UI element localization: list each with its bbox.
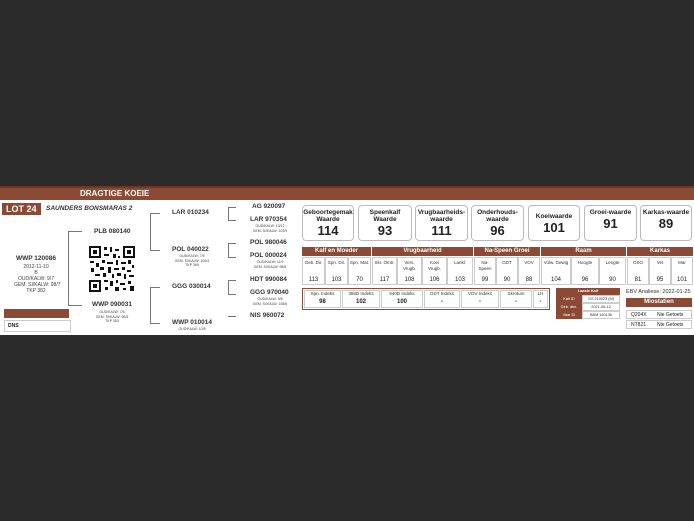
value-card-value: 93	[377, 223, 393, 238]
trait-value: 81	[634, 277, 642, 283]
pedigree-line	[228, 243, 236, 244]
value-card-geboortegemak	[302, 205, 354, 241]
great-grandparent-line: GEM. SI/KALW: 108/6	[252, 301, 288, 306]
table-row	[556, 311, 620, 319]
great-grandparent-line: GEM. SI/KALW: 103/9	[252, 228, 288, 233]
pedigree-line	[228, 207, 229, 220]
group-header-karkas: Karkas	[627, 247, 693, 256]
great-grandparent-info	[250, 297, 290, 306]
pedigree-line	[228, 207, 236, 208]
trait-label: Hoogte	[577, 260, 593, 265]
trait-value: 103	[454, 277, 465, 283]
great-grandparent-id: NIS 960072	[250, 312, 285, 319]
trait-value: 96	[581, 277, 589, 283]
great-grandparent-line: OUD/KALW: 11/9	[256, 260, 284, 264]
pedigree-line	[150, 213, 160, 214]
trait-cell	[474, 257, 496, 285]
value-card-label: Vrugbaarheids-waarde	[417, 209, 466, 223]
trait-cell	[571, 257, 599, 285]
index-cell	[461, 290, 499, 308]
tab-vaar[interactable]: Vaar	[34, 318, 46, 324]
pedigree-line	[68, 305, 82, 306]
value-card-label: Karkas-waarde	[642, 209, 690, 216]
index-label: Spn. Indeks	[310, 291, 335, 296]
tab-oorskap[interactable]: Oorskap	[7, 318, 28, 324]
pedigree-line	[228, 294, 236, 295]
grandparent-id: GGG 030014	[172, 283, 211, 290]
trait-cell	[447, 257, 473, 285]
value-card-value: 114	[317, 223, 339, 238]
trait-cell	[302, 257, 325, 285]
pedigree-line	[68, 231, 82, 232]
index-label: Skrotum	[507, 291, 525, 296]
value-card-label: Speenkalf Waarde	[369, 209, 401, 223]
trait-label: Volw. Gewig	[543, 260, 569, 265]
group-header-na-speen-groei: Na-Speen Groei	[474, 247, 540, 256]
table-row	[626, 320, 692, 329]
trait-cell	[422, 257, 447, 285]
trait-label: Spn. Dir.	[327, 260, 346, 265]
great-grandparent-id: LAR 970354	[250, 216, 287, 223]
trait-label: GDT	[502, 260, 512, 265]
index-value: 100	[396, 299, 407, 305]
trait-value: 103	[331, 277, 342, 283]
last-calf-title: Laaste Kalf	[556, 288, 620, 295]
trait-value: 99	[481, 277, 489, 283]
trait-cell	[627, 257, 649, 285]
value-card-value: 111	[431, 223, 452, 238]
row-value: BBM 160136	[582, 311, 620, 319]
pedigree-line	[150, 287, 160, 288]
trait-cell	[397, 257, 422, 285]
qr-code-icon	[88, 245, 136, 293]
value-card-value: 89	[658, 216, 674, 231]
table-row	[556, 295, 620, 303]
great-grandparent-id: AG 920097	[252, 203, 286, 210]
pedigree-line	[228, 280, 236, 281]
trait-label: Lankl.	[453, 260, 466, 265]
dam-id: WWP 090031	[92, 301, 132, 308]
section-title: DRAGTIGE KOEIE	[80, 189, 150, 198]
value-card-label: Groei-waarde	[589, 209, 632, 216]
grandparent-line: OUD/KALW: 7/5	[179, 254, 205, 258]
cow-name: SAUNDERS BONSMARAS 2	[46, 205, 133, 212]
trait-label: Vet	[656, 260, 664, 265]
pedigree-line	[228, 280, 229, 294]
parent-tabs	[4, 309, 69, 324]
tab-moer[interactable]: Moer	[52, 318, 65, 324]
great-grandparent-id: HDT 990084	[250, 276, 287, 283]
index-cell	[533, 290, 548, 308]
trait-value: 95	[656, 277, 664, 283]
value-card-value: 96	[490, 223, 505, 238]
pedigree-line	[228, 220, 236, 221]
trait-cell	[518, 257, 540, 285]
value-card-label: Onderhouds-waarde	[477, 209, 518, 223]
lot-badge: LOT 24	[2, 203, 41, 215]
trait-cell	[348, 257, 371, 285]
value-card-groei	[584, 205, 637, 241]
table-row	[556, 303, 620, 311]
value-card-label: Geboortegemak Waarde	[303, 209, 353, 223]
animal-line3: TKP 382	[26, 288, 46, 294]
trait-cell	[325, 257, 348, 285]
grandparent-id: WWP 010014	[172, 319, 212, 326]
pedigree-line	[228, 257, 236, 258]
value-card-value: 91	[603, 216, 618, 231]
trait-label: Mar	[678, 260, 686, 265]
section-header-bar	[0, 186, 694, 200]
trait-value: 90	[609, 277, 616, 283]
trait-label: Na-Speen	[478, 260, 492, 271]
great-grandparent-id: POL 980046	[250, 239, 287, 246]
table-row	[626, 310, 692, 319]
trait-cell	[599, 257, 626, 285]
great-grandparent-line: OUD/KALW: 9/6	[257, 297, 283, 301]
grandparent-id: LAR 010234	[172, 209, 209, 216]
pedigree-line	[68, 231, 69, 306]
trait-label: VOV	[524, 260, 534, 265]
last-calf-table	[556, 288, 620, 319]
pedigree-line	[150, 250, 160, 251]
index-value: -	[515, 299, 517, 305]
index-value: 102	[355, 299, 366, 305]
great-grandparent-line: GEM. SI/KALW: 98/8	[253, 264, 287, 269]
index-label: 365D Indeks	[348, 291, 374, 296]
pedigree-line	[150, 213, 151, 251]
index-label: LH	[537, 291, 544, 296]
trait-cell	[649, 257, 671, 285]
animal-code: B	[34, 270, 38, 276]
trait-label: Lengte	[605, 260, 620, 265]
value-card-karkas	[640, 205, 692, 241]
row-value: GS 210023 (M)	[582, 295, 620, 303]
index-value: -	[479, 299, 481, 305]
trait-label: Geb. Dir.	[304, 260, 323, 265]
sire-id: PLB 080140	[94, 228, 131, 235]
index-label: VOV Indeks	[467, 291, 492, 296]
trait-cell	[372, 257, 397, 285]
trait-cell	[496, 257, 518, 285]
value-card-koeiwaarde	[528, 205, 580, 241]
value-card-onderhoud	[471, 205, 524, 241]
value-card-speenkalf	[358, 205, 412, 241]
dam-line1: OUD/KALW: 7/6	[99, 310, 125, 314]
animal-date: 2012-11-10	[23, 264, 49, 270]
trait-label: Koei Vrugb.	[427, 260, 442, 271]
grandparent-line: TKP 369	[185, 263, 199, 267]
trait-cell	[671, 257, 693, 285]
dam-line3: TKP 353	[105, 319, 119, 323]
group-header-vrugbaarheid: Vrugbaarheid	[372, 247, 473, 256]
group-header-raam: Raam	[541, 247, 626, 256]
trait-value: 106	[429, 277, 440, 283]
group-header-kalf-en-moeder: Kalf en Moeder	[302, 247, 371, 256]
row-value: Nie Getoets	[657, 312, 684, 318]
value-card-label: Koeiwaarde	[535, 213, 573, 220]
grandparent-info	[174, 254, 210, 268]
great-grandparent-info	[250, 224, 290, 233]
row-key: Geb. dtm.	[556, 303, 582, 311]
row-key: NT821	[631, 322, 647, 328]
pedigree-line	[228, 243, 229, 257]
dns-row: DNS	[4, 320, 71, 332]
pedigree-line	[228, 316, 236, 317]
row-key: Q204X	[631, 312, 647, 318]
trait-value: 113	[308, 277, 319, 283]
dam-info	[94, 310, 130, 324]
animal-id: WWP 120086	[16, 255, 56, 262]
grandparent-line: OUD/KALW: 10/8	[178, 327, 206, 331]
row-value: 2021-06-12	[582, 303, 620, 311]
pedigree-line	[150, 287, 151, 324]
trait-value: 101	[676, 277, 687, 283]
index-cell	[342, 290, 380, 308]
great-grandparent-line: OUD/KALW: 13/12	[255, 224, 285, 228]
trait-value: 88	[525, 277, 533, 283]
index-cell	[304, 290, 341, 308]
great-grandparent-id: POL 000024	[250, 252, 287, 259]
trait-cell	[541, 257, 571, 285]
animal-line2: GEM. SI/KALW: 98/7	[14, 282, 61, 288]
ebv-analysis-date: EBV Analiese: 2022-01-25	[626, 289, 691, 295]
grandparent-line: GEM. SI/KALW: 106/4	[174, 258, 210, 263]
miostatien-header: Miostatien	[626, 298, 692, 307]
animal-info	[14, 264, 61, 294]
trait-label: OSO	[632, 260, 643, 265]
animal-line1: OUD/KALW: 9/7	[18, 276, 54, 282]
trait-value: 90	[503, 277, 511, 283]
row-key: Kalf ID	[556, 295, 582, 303]
index-cell	[381, 290, 423, 308]
pedigree-line	[150, 323, 160, 324]
trait-value: 104	[550, 277, 561, 283]
trait-label: Spn. Mat.	[349, 260, 370, 265]
index-value: -	[539, 299, 542, 305]
index-cell	[500, 290, 532, 308]
trait-label: Vers. Vrugb.	[402, 260, 417, 271]
trait-value: 108	[404, 277, 415, 283]
row-value: Nie Getoets	[657, 322, 684, 328]
grandparent-info	[176, 327, 208, 332]
trait-value: 70	[356, 277, 363, 283]
value-card-value: 101	[543, 220, 565, 235]
index-value: -	[441, 299, 443, 305]
index-label: GDT Indeks	[430, 291, 454, 296]
trait-label: Skr. Omtr.	[374, 260, 395, 265]
trait-value: 117	[379, 277, 390, 283]
great-grandparent-id: GGG 970040	[250, 289, 289, 296]
index-value: 98	[319, 299, 326, 305]
great-grandparent-info	[250, 260, 290, 269]
row-key: Vaar ID	[556, 311, 582, 319]
grandparent-id: POL 040022	[172, 246, 209, 253]
value-card-vrugbaarheid	[415, 205, 468, 241]
index-cell	[424, 290, 460, 308]
dam-line2: GEM. SI/KALW: 96/6	[95, 314, 129, 319]
index-label: 540D Indeks	[389, 291, 415, 296]
